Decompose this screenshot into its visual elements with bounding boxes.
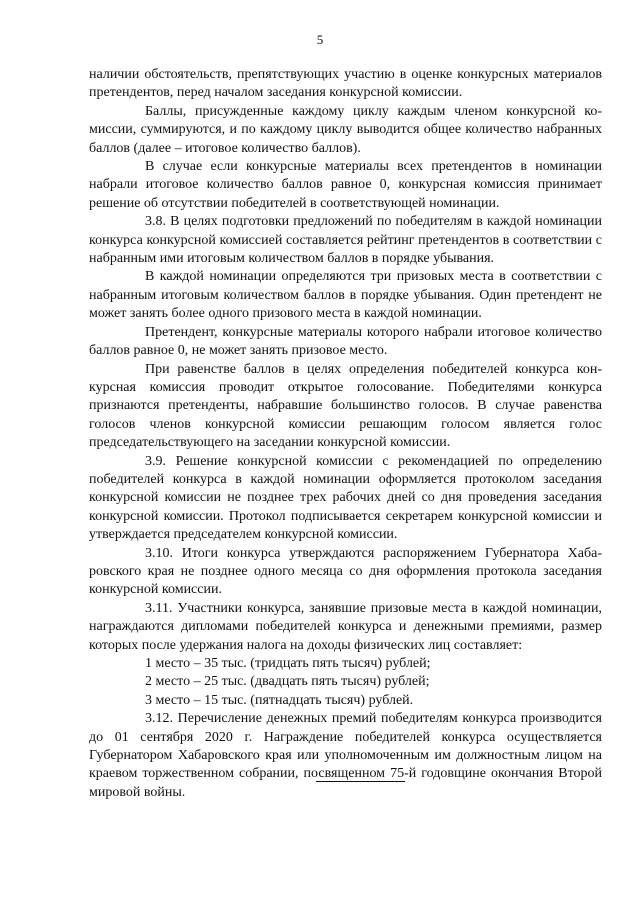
prize-first-place: 1 место – 35 тыс. (тридцать пять тысяч) рублей; xyxy=(145,656,431,671)
closing-rule xyxy=(316,781,405,782)
prize-third-place: 3 место – 15 тыс. (пятнадцать тысяч) рублей. xyxy=(145,692,414,708)
paragraph-3-9-protocol: 3.9. Решение конкурсной комиссии с рекомендацией по определению победителей конкурса в каждой номинации оформляется протоколом заседания конкурсной комиссии не позднее трех рабочих дней со дня проведения заседания конкурсной комиссии. Протокол подписывается секретарем конкурсной комиссии и утверждается председателем конкурсной комиссии. xyxy=(89,453,602,543)
paragraph-3-8-rating: 3.8. В целях подготовки предложений по победителям в каждой номинации конкурса конкурсной комиссией составляется рейтинг претендентов в соответствии с набранным ими итоговым количеством баллов в порядке убывания. xyxy=(89,214,602,267)
document-body xyxy=(89,66,602,802)
paragraph-zero-score-no-winners: В случае если конкурсные материалы всех претендентов в номинации набрали итоговое количество баллов равное 0, конкурсная комиссия принимает решение об отсутствии победителей в соответствующей номинации. xyxy=(89,159,602,211)
paragraph-3-11-awards: 3.11. Участники конкурса, занявшие призовые места в каждой номинации, награждаются дипломами победителей конкурса и денежными премиями, размер которых после удержания налога на доходы физических лиц составляет: xyxy=(89,600,602,653)
paragraph-3-12-payment: 3.12. Перечисление денежных премий победителям конкурса производится до 01 сентября 2020 г. Награждение победителей конкурса осуществляется Губернатором Хабаровского края или уполномоченным им должностным лицом на краевом торжественном собрании, посвященном 75-й годовщине окончания Второй мировой войны. xyxy=(89,711,602,800)
paragraph-scores-summed: Баллы, присужденные каждому циклу каждым членом конкурсной комиссии, суммируются, и по каждому циклу выводится общее количество набранных баллов (далее – итоговое количество баллов). xyxy=(89,103,602,156)
paragraph-tie-vote: При равенстве баллов в целях определения победителей конкурса конкурсная комиссия проводит открытое голосование. Победителями конкурса признаются претенденты, набравшие большинство голосов. В случае равенства голосов членов конкурсной комиссии решающим голосом является голос председательствующего на заседании конкурсной комиссии. xyxy=(89,361,602,451)
prize-second-place: 2 место – 25 тыс. (двадцать пять тысяч) рублей; xyxy=(145,674,430,690)
paragraph-continuation: наличии обстоятельств, препятствующих участию в оценке конкурсных материалов претендентов, перед началом заседания конкурсной комиссии. xyxy=(89,67,602,101)
paragraph-zero-score-no-prize: Претендент, конкурсные материалы которого набрали итоговое количество баллов равное 0, не может занять призовое место. xyxy=(89,324,602,359)
paragraph-three-prize-places: В каждой номинации определяются три призовых места в соответствии с набранным итоговым количеством баллов в порядке убывания. Один претендент не может занять более одного призового места в каждой номинации. xyxy=(89,269,602,322)
paragraph-3-10-results: 3.10. Итоги конкурса утверждаются распоряжением Губернатора Хабаровского края не позднее одного месяца со дня оформления протокола заседания конкурсной комиссии. xyxy=(89,545,602,598)
page-number: 5 xyxy=(316,32,324,47)
